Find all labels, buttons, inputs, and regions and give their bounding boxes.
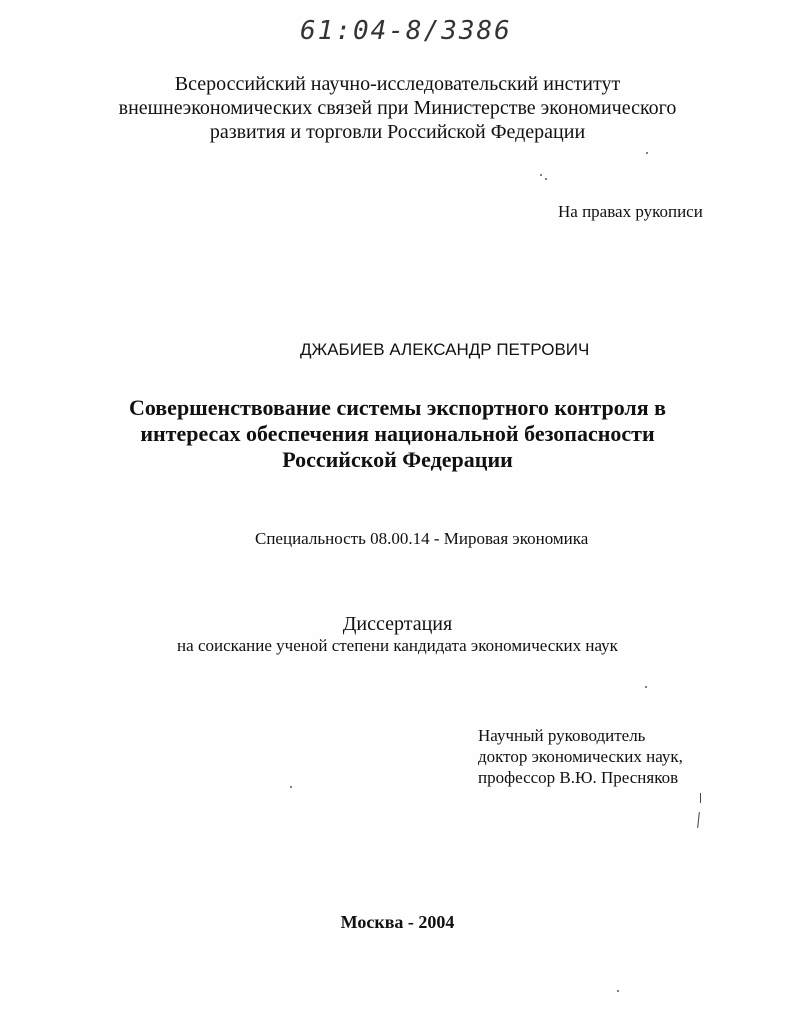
scan-mark xyxy=(700,793,701,803)
author-name: ДЖАБИЕВ АЛЕКСАНДР ПЕТРОВИЧ xyxy=(300,340,590,359)
scan-speck xyxy=(645,686,647,688)
dissertation-label: Диссертация xyxy=(342,613,453,635)
supervisor-line: Научный руководитель xyxy=(478,726,646,745)
title-line: Российской Федерации xyxy=(282,447,513,472)
supervisor-line: доктор экономических наук, xyxy=(478,747,683,766)
title-line: интересах обеспечения национальной безопасности xyxy=(140,421,655,446)
dissertation-title xyxy=(0,395,795,473)
institute-name xyxy=(0,72,795,144)
scan-speck xyxy=(290,786,292,788)
institute-line: Всероссийский научно-исследовательский институт xyxy=(174,73,621,95)
archive-code: 61:04-8/3386 xyxy=(300,16,512,46)
scan-speck xyxy=(646,152,648,154)
scientific-supervisor xyxy=(478,725,683,788)
scan-speck xyxy=(545,178,547,180)
scan-speck xyxy=(540,174,542,176)
scan-speck xyxy=(617,990,619,992)
city-year: Москва - 2004 xyxy=(340,912,455,932)
institute-line: внешнеэкономических связей при Министерстве экономического xyxy=(118,97,677,119)
title-line: Совершенствование системы экспортного контроля в xyxy=(128,395,667,420)
manuscript-rights-note: На правах рукописи xyxy=(558,202,703,221)
supervisor-line: профессор В.Ю. Пресняков xyxy=(478,768,679,787)
specialty: Специальность 08.00.14 - Мировая экономика xyxy=(255,529,589,548)
dissertation-subtitle: на соискание ученой степени кандидата экономических наук xyxy=(177,636,618,655)
scan-mark xyxy=(697,812,700,828)
institute-line: развития и торговли Российской Федерации xyxy=(209,121,586,143)
